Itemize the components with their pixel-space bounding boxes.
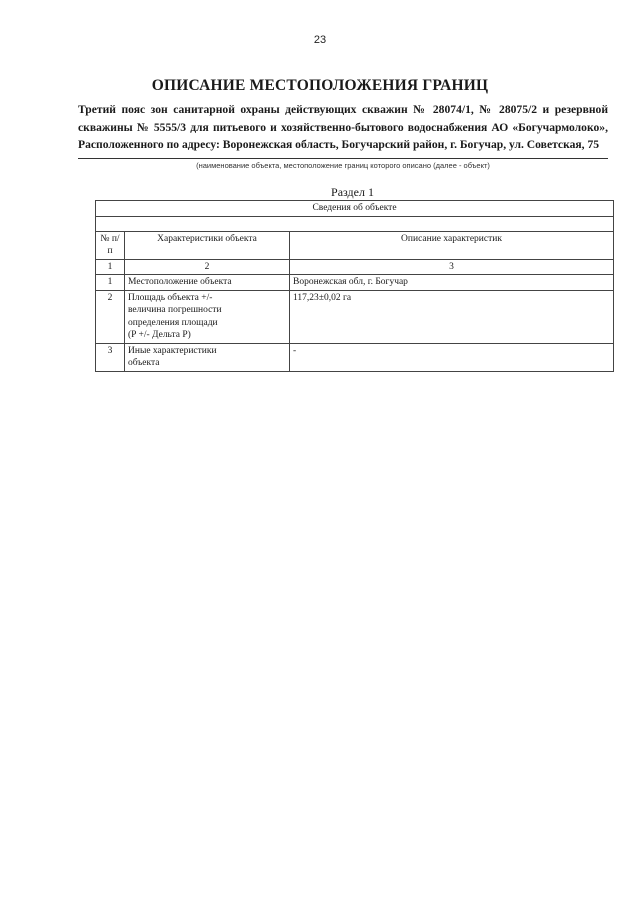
characteristic-line: Площадь объекта +/- — [128, 292, 213, 303]
table-title: Сведения об объекте — [96, 201, 614, 217]
row-description: - — [290, 343, 614, 371]
row-num: 2 — [96, 290, 125, 343]
characteristic-line: (P +/- Дельта P) — [128, 330, 191, 340]
table-header-row — [96, 231, 614, 259]
table-row — [96, 275, 614, 291]
col-number-3: 3 — [290, 259, 614, 275]
characteristic-line: Местоположение объекта — [128, 277, 232, 287]
row-characteristic — [125, 290, 290, 343]
subject-line-1: Третий пояс зон санитарной охраны действующих скважин № 28074/1, № 28075/2 и резервной — [78, 103, 608, 116]
col-number-2: 2 — [125, 259, 290, 275]
row-description: Воронежская обл, г. Богучар — [290, 275, 614, 291]
row-num: 1 — [96, 275, 125, 291]
object-subject — [78, 101, 608, 154]
object-info-table — [95, 200, 614, 372]
row-num: 3 — [96, 343, 125, 371]
subject-line-2: скважины № 5555/3 для питьевого и хозяйственно-бытового водоснабжения АО «Богучармолоко», — [78, 120, 608, 134]
object-caption: (наименование объекта, местоположение границ которого описано (далее - объект) — [196, 161, 490, 170]
characteristic-line: объекта — [128, 358, 160, 368]
row-characteristic — [125, 275, 290, 291]
header-characteristic: Характеристики объекта — [125, 231, 290, 259]
section-title: Раздел 1 — [331, 185, 374, 199]
header-description: Описание характеристик — [290, 231, 614, 259]
header-numbers-row — [96, 259, 614, 275]
document-title: ОПИСАНИЕ МЕСТОПОЛОЖЕНИЯ ГРАНИЦ — [151, 77, 489, 94]
page-number: 23 — [313, 34, 327, 46]
header-num: № п/п — [96, 231, 125, 259]
row-description: 117,23±0,02 га — [290, 290, 614, 343]
subject-line-3: Расположенного по адресу: Воронежская область, Богучарский район, г. Богучар, ул. Советская, 75 — [78, 138, 600, 151]
characteristic-line: Иные характеристики — [128, 345, 217, 356]
underline-rule — [78, 158, 608, 159]
characteristic-line: величина погрешности — [128, 305, 222, 315]
table-row — [96, 290, 614, 343]
table-spacer-row — [96, 216, 614, 231]
table-row — [96, 343, 614, 371]
col-number-1: 1 — [96, 259, 125, 275]
row-characteristic — [125, 343, 290, 371]
characteristic-line: определения площади — [128, 317, 218, 328]
